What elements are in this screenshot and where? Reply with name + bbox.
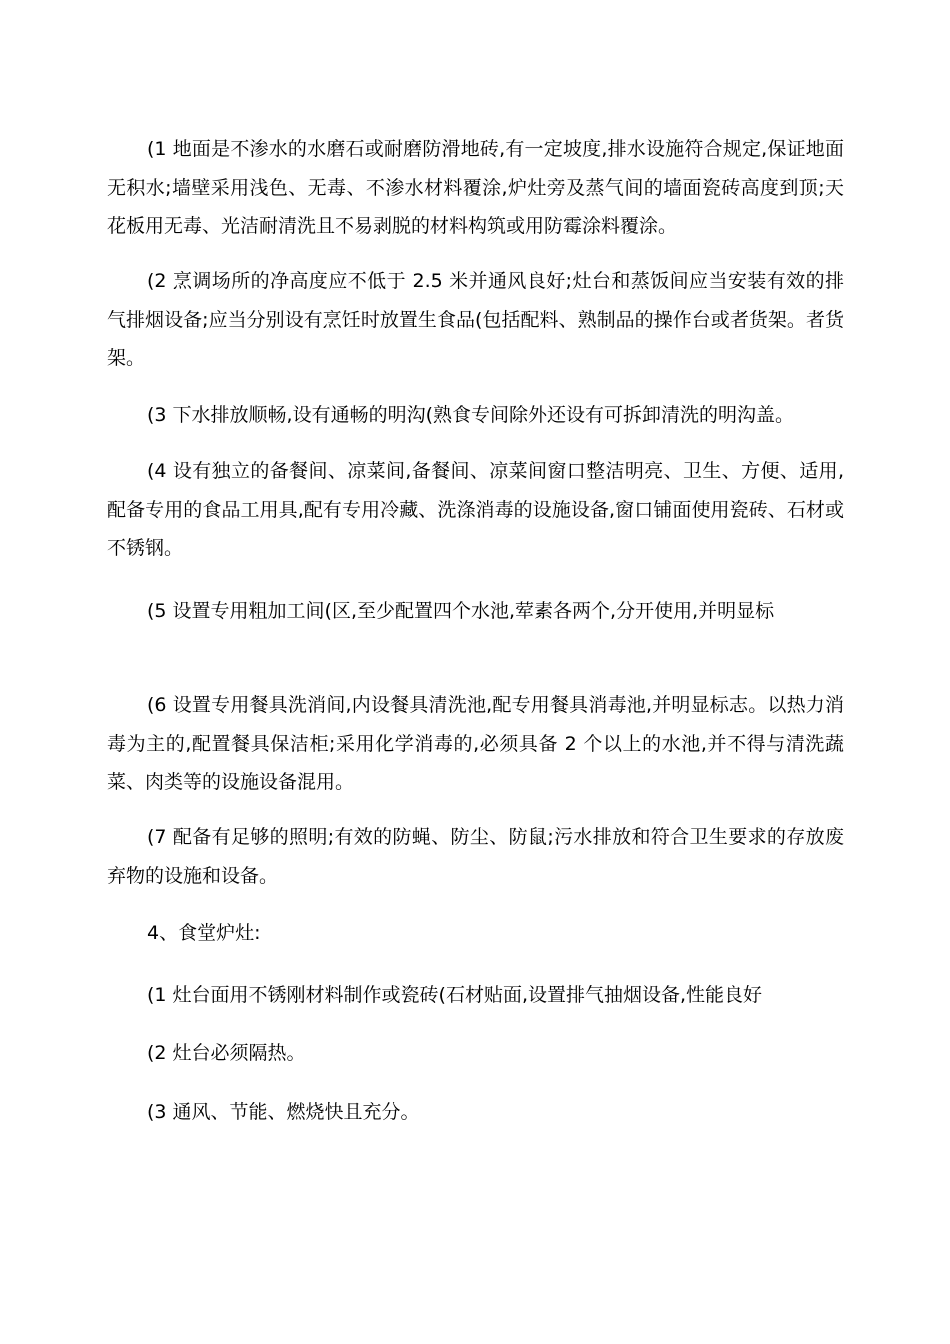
paragraph-stove-ventilation: (3 通风、节能、燃烧快且充分。 xyxy=(147,1101,420,1123)
paragraph-stove-surface: (1 灶台面用不锈刚材料制作或瓷砖(石材贴面,设置排气抽烟设备,性能良好 xyxy=(147,984,763,1006)
paragraph-dish-washing: (6 设置专用餐具洗消间,内设餐具清洗池,配专用餐具消毒池,并明显标志。以热力消毒为主的,配置餐具保洁柜;采用化学消毒的,必须具备 2 个以上的水池,并不得与清洗蔬菜、肉类等的设施设备混用。 xyxy=(107,694,844,793)
paragraph-floor-walls: (1 地面是不渗水的水磨石或耐磨防滑地砖,有一定坡度,排水设施符合规定,保证地面无积水;墙壁采用浅色、无毒、不渗水材料覆涂,炉灶旁及蒸气间的墙面瓷砖高度到顶;天花板用无毒、光洁耐清洗且不易剥脱的材料构筑或用防霉涂料覆涂。 xyxy=(107,138,844,237)
paragraph-prep-room: (4 设有独立的备餐间、凉菜间,备餐间、凉菜间窗口整洁明亮、卫生、方便、适用,配备专用的食品工用具,配有专用冷藏、洗涤消毒的设施设备,窗口铺面使用瓷砖、石材或不锈钢。 xyxy=(107,460,844,559)
paragraph-stove-insulation: (2 灶台必须隔热。 xyxy=(147,1042,306,1064)
paragraph-rough-processing: (5 设置专用粗加工间(区,至少配置四个水池,荤素各两个,分开使用,并明显标 xyxy=(147,600,775,622)
paragraph-drainage: (3 下水排放顺畅,设有通畅的明沟(熟食专间除外还设有可拆卸清洗的明沟盖。 xyxy=(147,404,794,426)
paragraph-lighting-pest-control: (7 配备有足够的照明;有效的防蝇、防尘、防鼠;污水排放和符合卫生要求的存放废弃物的设施和设备。 xyxy=(107,826,844,887)
paragraph-cooking-area-height: (2 烹调场所的净高度应不低于 2.5 米并通风良好;灶台和蒸饭间应当安装有效的排气排烟设备;应当分别设有烹饪时放置生食品(包括配料、熟制品的操作台或者货架。者货架。 xyxy=(107,270,844,369)
section-heading-stove: 4、食堂炉灶: xyxy=(147,922,261,944)
